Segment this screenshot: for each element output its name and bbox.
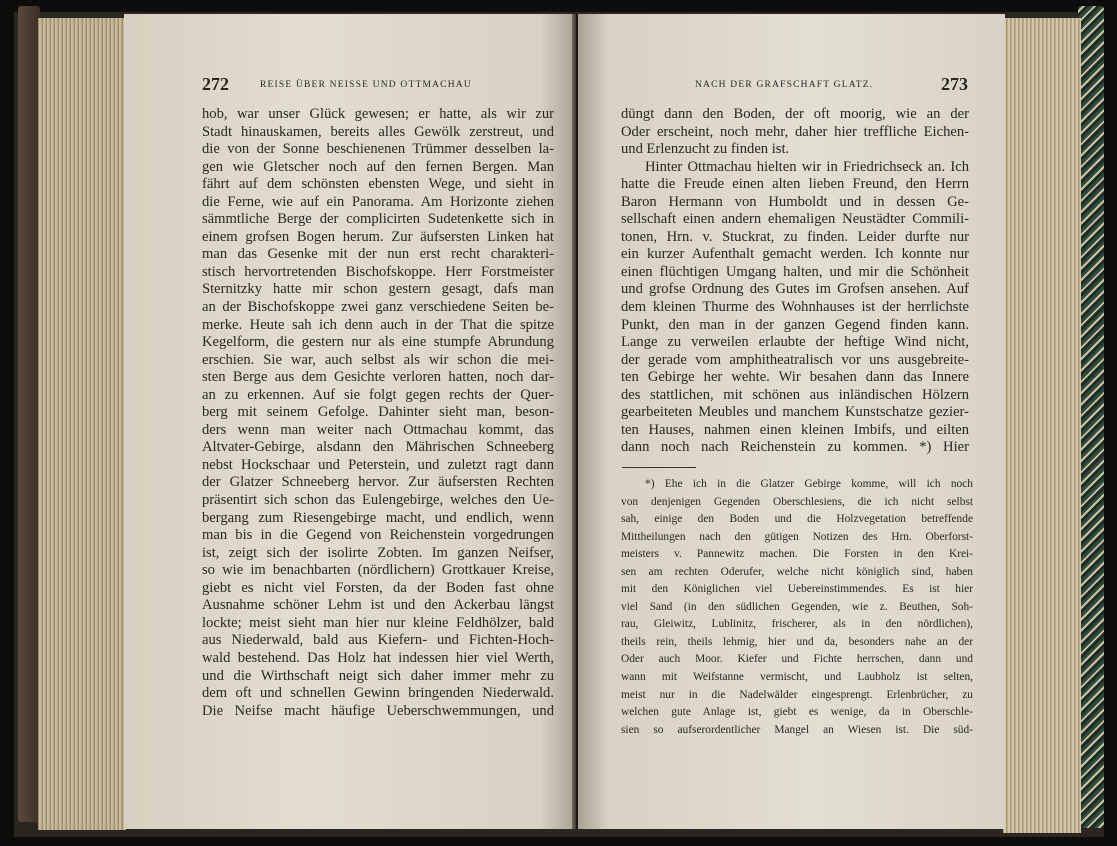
text-line: Punkt, den man in der ganzen Gegend finden kann.	[621, 316, 969, 333]
text-line: bergang zum Riesengebirge macht, und endlich, wenn	[202, 509, 554, 526]
text-line: dem kleinen Thurme des Wohnhauses ist der herrlichste	[621, 299, 969, 316]
running-head: NACH DER GRAFSCHAFT GLATZ.	[695, 80, 874, 90]
text-line: man bis in die Gegend von Reichenstein vorgedrungen	[202, 527, 554, 544]
text-line: ten Gebirge her wehte. Wir besahen dann das Innere	[621, 369, 969, 386]
footnote-line: viel Sand (in den südlichen Gegenden, wie z. Beuthen, Soh-	[621, 600, 973, 613]
left-page-header	[202, 74, 532, 98]
text-line: Stadt hinauskamen, bereits alles Gewölk zerstreut, und	[202, 123, 554, 140]
page-number: 272	[202, 74, 229, 94]
text-line: aus Niederwald, bald aus Kiefern- und Fichten-Hoch-	[202, 632, 554, 649]
footnote-line: *) Ehe ich in die Glatzer Gebirge komme, will ich noch	[645, 478, 973, 490]
right-page-body	[621, 106, 969, 457]
text-line: einen flüchtigen Umgang halten, und mir die Schönheit	[621, 263, 969, 280]
text-line: präsentirt sich schon das Eulengebirge, welches den Ue-	[202, 492, 554, 509]
footnote-line: sen am rechten Oderufer, welche nicht königlich sind, haben	[621, 565, 973, 578]
text-line: sten Berge aus dem Gesichte verloren hatten, noch dar-	[202, 369, 554, 386]
footnote-rule	[622, 467, 696, 468]
text-line: dem oft und schnellen Gewinn bringenden Niederwald.	[202, 685, 554, 702]
text-line: man das Gesenke mit der nun erst recht charakteri-	[202, 246, 554, 263]
footnote-line: von denjenigen Gegenden Oberschlesiens, die ich nicht selbst	[621, 495, 973, 508]
text-line: Hinter Ottmachau hielten wir in Friedrichseck an. Ich	[645, 158, 969, 175]
footnote-line: meisters v. Pannewitz machen. Die Forsten in den Krei-	[621, 548, 973, 561]
footnote	[621, 477, 973, 740]
text-line: wald bestehend. Das Holz hat indessen hier viel Werth,	[202, 649, 554, 666]
text-line: ders wenn man weiter nach Ottmachau kommt, das	[202, 421, 554, 438]
text-line: hob, war unser Glück gewesen; er hatte, als wir zur	[202, 106, 554, 122]
text-line: Ausnahme schöner Lehm ist und den Ackerbau längst	[202, 597, 554, 614]
text-line: ist, zeigt sich der isolirte Zobten. Im ganzen Neifser,	[202, 544, 554, 561]
text-line: die Ferne, wie auf ein Panorama. Am Horizonte ziehen	[202, 193, 554, 210]
text-line: dann noch nach Reichenstein zu kommen. *) Hier	[621, 439, 969, 456]
left-page	[124, 14, 576, 829]
text-line: der gerade vom amphitheatralisch vor uns ausgebreite-	[621, 351, 969, 368]
text-line: so wie im benachbarten (nördlichern) Grottkauer Kreise,	[202, 562, 554, 579]
left-page-body	[202, 106, 554, 720]
page-number: 273	[941, 74, 968, 94]
text-line: der Glatzer Schneeberg hervor. Zur äufsersten Rechten	[202, 474, 554, 491]
text-line: Kegelform, die gestern nur als eine stumpfe Abrundung	[202, 334, 554, 351]
text-line: gearbeiteten Meubles und manchem Kunstschatze gezier-	[621, 404, 969, 421]
text-line: des stattlichen, mit schönen aus inländischen Hölzern	[621, 386, 969, 403]
footnote-line: sien so aufserordentlicher Mangel an Wiesen ist. Die süd-	[621, 723, 973, 736]
text-line: an zu erkennen. Auf sie folgt gegen rechts der Quer-	[202, 386, 554, 403]
text-line: gen wie Gletscher noch auf den fernen Bergen. Man	[202, 158, 554, 175]
text-line: Lange zu verweilen erlaubte der heftige Wind nicht,	[621, 334, 969, 351]
text-line: giebt es nicht viel Forsten, da der Boden fast ohne	[202, 579, 554, 596]
text-line: erschien. Sie war, auch selbst als wir schon die mei-	[202, 351, 554, 368]
footnote-line: theils rein, theils lehmig, hier und da, besonders nahe an der	[621, 635, 973, 648]
text-line: stisch hervortretenden Bischofskoppe. Herr Forstmeister	[202, 263, 554, 280]
page-edges-left	[38, 18, 126, 830]
text-line: sämmtliche Berge der complicirten Sudetenkette sich in	[202, 211, 554, 228]
running-head: REISE ÜBER NEISSE UND OTTMACHAU	[260, 80, 472, 90]
text-line: und Erlenzucht zu finden ist.	[621, 141, 790, 158]
footnote-line: mit den Königlichen viel Uebereinstimmendes. Es ist hier	[621, 583, 973, 596]
book-cover-left	[18, 6, 40, 822]
text-line: und grofse Ordnung des Gutes im Grofsen ansehen. Auf	[621, 281, 969, 298]
page-edges-right	[1003, 18, 1081, 833]
text-line: Oder erscheint, noch mehr, daher hier treffliche Eichen-	[621, 123, 969, 140]
text-line: Baron Hermann von Humboldt und in dessen Ge-	[621, 193, 969, 210]
footnote-line: welchen gute Anlage ist, giebt es wenige, da in Oberschle-	[621, 706, 973, 719]
text-line: nebst Hockschaar und Peterstein, und zuletzt ragt dann	[202, 456, 554, 473]
footnote-line: Mittheilungen nach den gütigen Notizen des Hrn. Oberforst-	[621, 530, 973, 543]
text-line: sellschaft einen andern ehemaligen Neustädter Commili-	[621, 211, 969, 228]
footnote-line: wann mit Weifstanne vermischt, und Laubholz ist selten,	[621, 671, 973, 684]
text-line: lockte; meist sieht man hier nur kleine Feldhölzer, bald	[202, 614, 554, 631]
text-line: ein kurzer Aufenthalt gemacht werden. Ich konnte nur	[621, 246, 969, 263]
text-line: hatte die Freude einen alten lieben Freund, den Herrn	[621, 176, 969, 193]
text-line: berg mit seinem Gefolge. Dahinter sieht man, beson-	[202, 404, 554, 421]
text-line: Die Neifse macht häufige Ueberschwemmungen, und	[202, 702, 554, 719]
text-line: die von der Sonne beschienenen Trümmer desselben la-	[202, 141, 554, 158]
text-line: fährt auf dem schönsten ebensten Wege, und sieht in	[202, 176, 554, 193]
text-line: und die Wirthschaft neigt sich daher immer mehr zu	[202, 667, 554, 684]
text-line: merke. Heute sah ich denn auch in der That die spitze	[202, 316, 554, 333]
book-cover-right	[1078, 6, 1104, 828]
text-line: Sternitzky hatte mir schon gestern gesagt, dafs man	[202, 281, 554, 298]
text-line: einem grofsen Bogen herum. Zur äufsersten Linken hat	[202, 228, 554, 245]
footnote-line: rau, Gleiwitz, Lublinitz, frischerer, als in den nördlichen),	[621, 618, 973, 631]
right-page-header	[621, 74, 973, 98]
footnote-line: meist nur in die Nadelwälder eingesprengt. Erlenbrücher, zu	[621, 688, 973, 701]
text-line: tonen, Hrn. v. Stuckrat, zu finden. Leider durfte nur	[621, 228, 969, 245]
text-line: an der Bischofskoppe zwei ganz verschiedene Seiten be-	[202, 299, 554, 316]
text-line: düngt dann den Boden, der oft moorig, wie an der	[621, 106, 969, 122]
text-line: Altvater-Gebirge, alsdann den Mährischen Schneeberg	[202, 439, 554, 456]
right-page	[578, 14, 1005, 829]
footnote-line: Oder auch Moor. Kiefer und Fichte herrschen, dann und	[621, 653, 973, 666]
footnote-line: sah, einige den Boden und die Holzvegetation betreffende	[621, 513, 973, 526]
text-line: ten Hauses, nahmen einen kleinen Imbifs, und eilten	[621, 421, 969, 438]
